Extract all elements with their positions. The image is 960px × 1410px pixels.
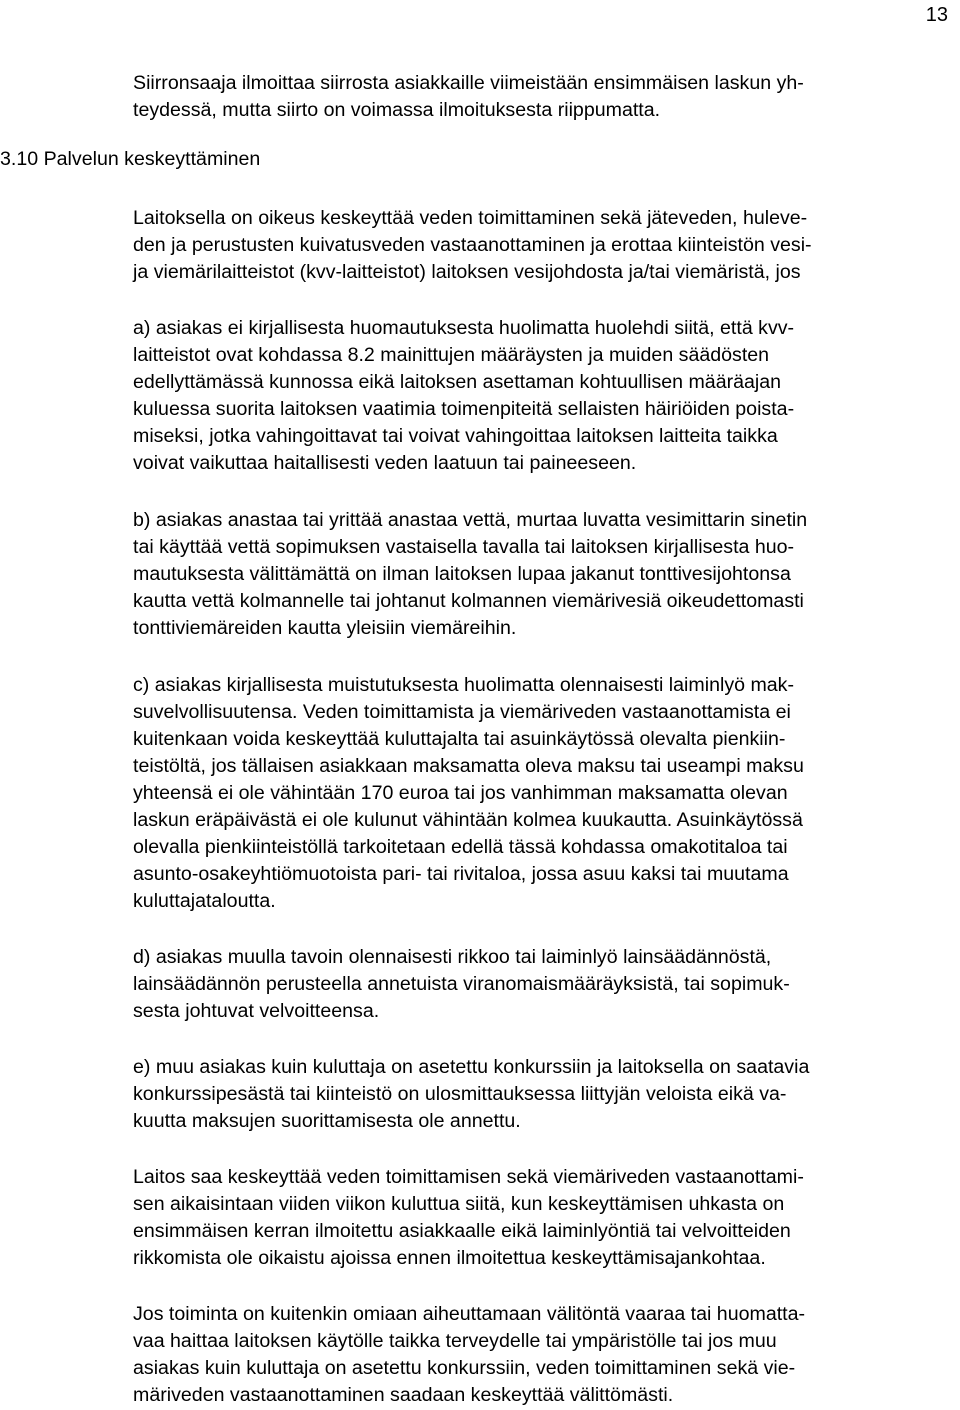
text-line: laitteistot ovat kohdassa 8.2 mainittujen määräysten ja muiden säädösten — [133, 344, 770, 366]
text-line: kuluessa suorita laitoksen vaatimia toimenpiteitä sellaisten häiriöiden poista- — [133, 398, 795, 420]
paragraph-suspension-timing — [133, 1164, 804, 1272]
text-line: asiakas kuin kuluttaja on asetettu konkurssiin, veden toimittaminen sekä vie- — [133, 1357, 796, 1379]
text-line: c) asiakas kirjallisesta muistutuksesta huolimatta olennaisesti laiminlyö mak- — [133, 674, 795, 696]
paragraph-item-a — [133, 315, 794, 477]
text-line: kuutta maksujen suorittamisesta ole annettu. — [133, 1110, 521, 1132]
text-line: lainsäädännön perusteella annetuista viranomaismääräyksistä, tai sopimuk- — [133, 973, 790, 995]
text-line: kuitenkaan voida keskeyttää kuluttajalta tai asuinkäytössä olevalta pienkiin- — [133, 728, 786, 750]
text-line: kuluttajataloutta. — [133, 890, 276, 912]
text-line: olevalla pienkiinteistöllä tarkoitetaan edellä tässä kohdassa omakotitaloa tai — [133, 836, 788, 858]
text-line: Siirronsaaja ilmoittaa siirrosta asiakkaille viimeistään ensimmäisen laskun yh- — [133, 72, 804, 94]
text-line: konkurssipesästä tai kiinteistö on ulosmittauksessa liittyjän veloista eikä va- — [133, 1083, 787, 1105]
text-line: rikkomista ole oikaistu ajoissa ennen ilmoitettua keskeyttämisajankohtaa. — [133, 1247, 766, 1269]
section-heading: 3.10 Palvelun keskeyttäminen — [0, 148, 261, 170]
text-line: e) muu asiakas kuin kuluttaja on asetettu konkurssiin ja laitoksella on saatavia — [133, 1056, 810, 1078]
text-line: yhteensä ei ole vähintään 170 euroa tai jos vanhimman maksamatta olevan — [133, 782, 788, 804]
text-line: vaa haittaa laitoksen käytölle taikka terveydelle tai ympäristölle tai jos muu — [133, 1330, 777, 1352]
text-line: tonttiviemäreiden kautta yleisiin viemäreihin. — [133, 617, 517, 639]
text-line: ensimmäisen kerran ilmoitettu asiakkaalle eikä laiminlyöntiä tai velvoitteiden — [133, 1220, 791, 1242]
text-line: sen aikaisintaan viiden viikon kuluttua siitä, kun keskeyttämisen uhkasta on — [133, 1193, 785, 1215]
text-line: Laitoksella on oikeus keskeyttää veden toimittaminen sekä jäteveden, huleve- — [133, 207, 808, 229]
text-line: miseksi, jotka vahingoittavat tai voivat vahingoittaa laitoksen laitteita taikka — [133, 425, 778, 447]
paragraph-item-b — [133, 507, 807, 642]
text-line: laskun eräpäivästä ei ole kulunut vähintään kolmea kuukautta. Asuinkäytössä — [133, 809, 803, 831]
text-line: teydessä, mutta siirto on voimassa ilmoituksesta riippumatta. — [133, 99, 661, 121]
text-line: d) asiakas muulla tavoin olennaisesti rikkoo tai laiminlyö lainsäädännöstä, — [133, 946, 772, 968]
paragraph-item-c — [133, 672, 804, 915]
paragraph-item-e — [133, 1054, 809, 1135]
text-line: teistöltä, jos tällaisen asiakkaan maksamatta oleva maksu tai useampi maksu — [133, 755, 804, 777]
text-line: ja viemärilaitteistot (kvv-laitteistot) laitoksen vesijohdosta ja/tai viemäristä, jos — [133, 261, 801, 283]
text-line: kautta vettä kolmannelle tai johtanut kolmannen viemärivesiä oikeudettomasti — [133, 590, 804, 612]
paragraph-intro-conditions — [133, 205, 812, 286]
text-line: tai käyttää vettä sopimuksen vastaisella tavalla tai laitoksen kirjallisesta huo- — [133, 536, 795, 558]
text-line: b) asiakas anastaa tai yrittää anastaa vettä, murtaa luvatta vesimittarin sinetin — [133, 509, 808, 531]
text-line: edellyttämässä kunnossa eikä laitoksen asettaman kohtuullisen määräajan — [133, 371, 782, 393]
text-line: suvelvollisuutensa. Veden toimittamista ja viemäriveden vastaanottamista ei — [133, 701, 791, 723]
text-line: Jos toiminta on kuitenkin omiaan aiheuttamaan välitöntä vaaraa tai huomatta- — [133, 1303, 806, 1325]
text-line: Laitos saa keskeyttää veden toimittamisen sekä viemäriveden vastaanottami- — [133, 1166, 804, 1188]
text-line: mautuksesta välittämättä on ilman laitoksen lupaa jakanut tonttivesijohtonsa — [133, 563, 791, 585]
paragraph-item-d — [133, 944, 790, 1025]
text-line: märiveden vastaanottaminen saadaan keskeyttää välittömästi. — [133, 1384, 674, 1406]
text-line: sesta johtuvat velvoitteensa. — [133, 1000, 380, 1022]
text-line: a) asiakas ei kirjallisesta huomautuksesta huolimatta huolehdi siitä, että kvv- — [133, 317, 795, 339]
text-line: asunto-osakeyhtiömuotoista pari- tai rivitaloa, jossa asuu kaksi tai muutama — [133, 863, 789, 885]
text-line: den ja perustusten kuivatusveden vastaanottaminen ja erottaa kiinteistön vesi- — [133, 234, 812, 256]
page-number: 13 — [925, 4, 948, 26]
paragraph-immediate-suspension — [133, 1301, 805, 1409]
text-line: voivat vaikuttaa haitallisesti veden laatuun tai paineeseen. — [133, 452, 637, 474]
intro-paragraph — [133, 70, 804, 124]
